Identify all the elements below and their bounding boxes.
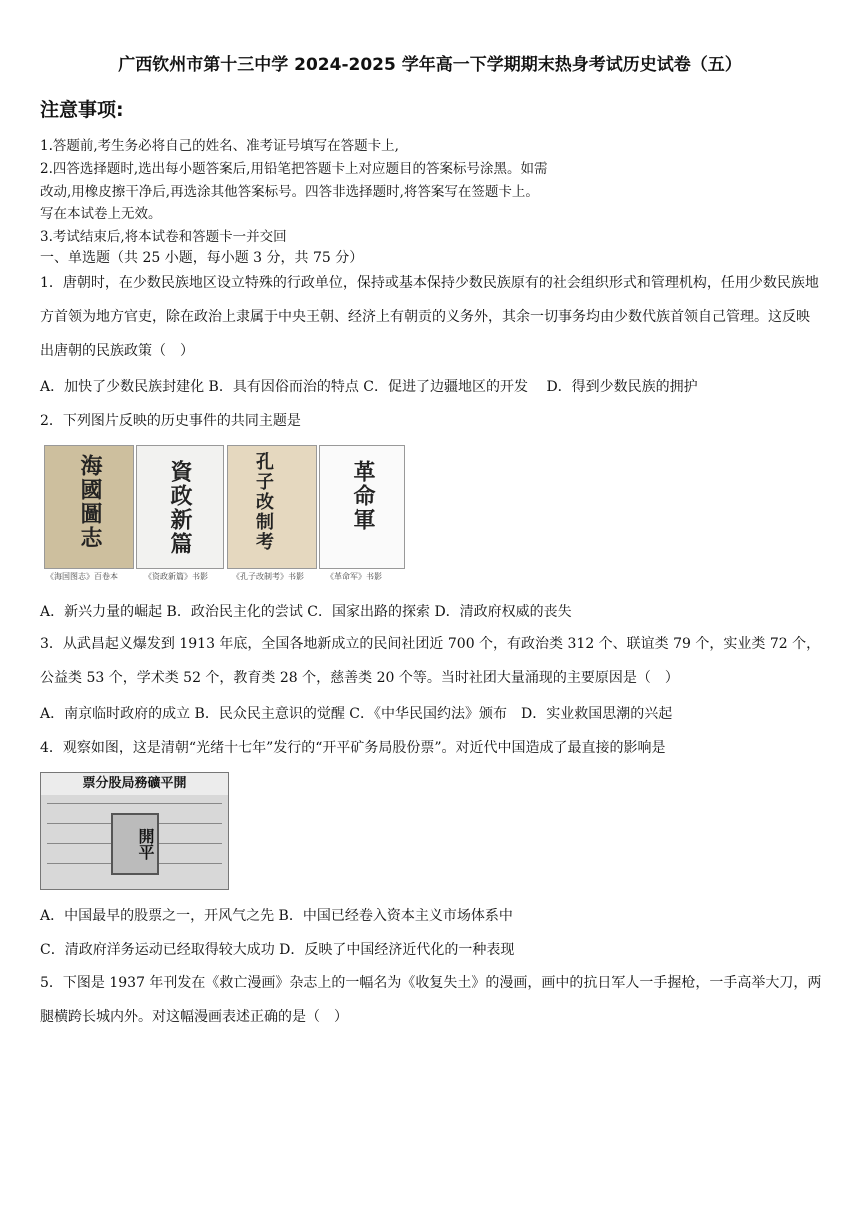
- notice-line-5: 3.考试结束后,将本试卷和答题卡一并交回: [40, 229, 287, 245]
- question-3-options: A．南京临时政府的成立 B．民众民主意识的觉醒 C．《中华民国约法》颁布 D．实业救国思潮的兴起: [40, 706, 673, 722]
- book-caption: 《孔子改制考》书影: [232, 572, 304, 581]
- question-4-options-line-2: C．清政府洋务运动已经取得较大成功 D．反映了中国经济近代化的一种表现: [40, 942, 515, 958]
- stock-certificate-heading: 票分股局務礦平開: [41, 773, 228, 795]
- question-1-stem: 1．唐朝时，在少数民族地区设立特殊的行政单位，保持或基本保持少数民族原有的社会组织形式和管理机构，任用少数民族地方首领为地方官吏，除在政治上隶属于中央王朝、经济上有朝贡的义务外，其余一切事务均由少数代族首领自己管理。这反映出唐朝的民族政策（ ）: [40, 275, 819, 359]
- question-2-options: A．新兴力量的崛起 B．政治民主化的尝试 C．国家出路的探索 D．清政府权威的丧失: [40, 604, 572, 620]
- book-cover-text: 孔子改制考: [253, 452, 274, 552]
- book-cover-haiguo: [44, 445, 134, 569]
- book-caption: 《海国图志》百卷本: [46, 572, 118, 581]
- question-5-stem: 5．下图是 1937 年刊发在《救亡漫画》杂志上的一幅名为《收复失土》的漫画，画中的抗日军人一手握枪，一手高举大刀，两腿横跨长城内外。对这幅漫画表述正确的是（ ）: [40, 975, 822, 1025]
- notice-line-3: 改动,用橡皮擦干净后,再选涂其他答案标号。四答非选择题时,将答案写在签题卡上。: [40, 184, 539, 200]
- section-heading: 一、单选题（共 25 小题，每小题 3 分，共 75 分）: [40, 250, 364, 266]
- book-cover-text: 革命軍: [350, 460, 376, 532]
- book-cover-text: 資政新篇: [167, 460, 193, 556]
- question-3-stem: 3．从武昌起义爆发到 1913 年底，全国各地新成立的民间社团近 700 个，有政治类 312 个、联谊类 79 个，实业类 72 个，公益类 53 个，学术类 52 个，教育类 28 个，慈善类 20 个等。当时社团大量涌现的主要原因是（ ）: [40, 636, 821, 686]
- notice-line-4: 写在本试卷上无效。: [40, 206, 162, 222]
- question-4-options-line-1: A．中国最早的股票之一，开风气之先 B．中国已经卷入资本主义市场体系中: [40, 908, 513, 924]
- book-cover-kongzi: [227, 445, 317, 569]
- exam-title: 广西钦州市第十三中学 2024-2025 学年高一下学期期末热身考试历史试卷（五）: [118, 55, 742, 75]
- question-2-stem: 2．下列图片反映的历史事件的共同主题是: [40, 413, 301, 429]
- question-1-options: A．加快了少数民族封建化 B．具有因俗而治的特点 C．促进了边疆地区的开发 D．得到少数民族的拥护: [40, 379, 698, 395]
- book-caption: 《革命军》书影: [326, 572, 382, 581]
- book-cover-text: 海國圖志: [77, 454, 103, 550]
- book-cover-zizheng: [136, 445, 224, 569]
- stock-certificate-seal: 開平: [111, 813, 159, 875]
- notice-heading: 注意事项:: [40, 99, 124, 121]
- question-4-stem: 4．观察如图，这是清朝“光绪十七年”发行的“开平矿务局股份票”。对近代中国造成了最直接的影响是: [40, 740, 666, 756]
- notice-line-2: 2.四答选择题时,选出每小题答案后,用铅笔把答题卡上对应题目的答案标号涂黑。如需: [40, 161, 548, 177]
- book-cover-geming: [319, 445, 405, 569]
- book-caption: 《资政新篇》书影: [144, 572, 208, 581]
- notice-line-1: 1.答题前,考生务必将自己的姓名、准考证号填写在答题卡上,: [40, 138, 399, 154]
- book-covers-figure: [44, 445, 404, 583]
- stock-certificate-image: [40, 772, 229, 890]
